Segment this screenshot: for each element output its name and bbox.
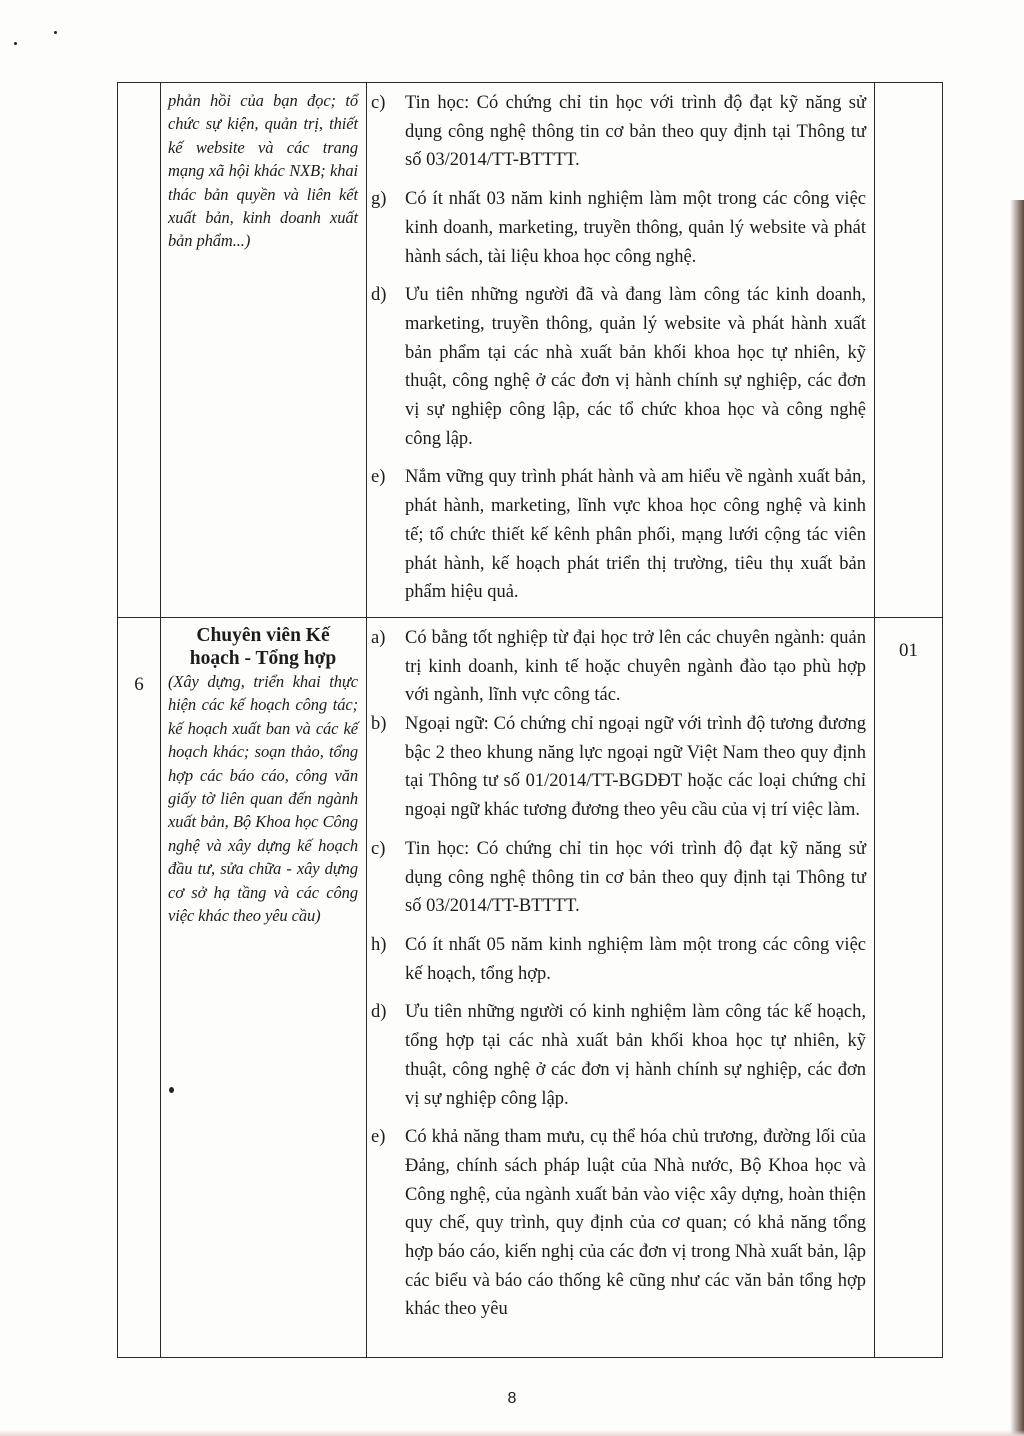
- position-cell: [161, 617, 367, 1357]
- count-value: [875, 83, 942, 105]
- requirement-item: [367, 710, 866, 825]
- scan-speck: [54, 31, 57, 34]
- position-cell: [161, 83, 367, 618]
- requirement-item: [367, 624, 866, 710]
- page-number: 8: [507, 1390, 517, 1407]
- requirement-item: [367, 89, 866, 175]
- requirement-item: [367, 931, 866, 988]
- requirement-marker: e): [371, 1127, 386, 1148]
- count-cell: [875, 83, 943, 618]
- requirement-text: Có ít nhất 03 năm kinh nghiệm làm một trong các công việc kinh doanh, marketing, truyền thông, quản lý website và phát hành sách, tài liệu khoa học công nghệ.: [405, 189, 866, 267]
- table-row: [118, 617, 943, 1357]
- page-bottom-edge: [0, 1430, 1024, 1436]
- requirement-item: [367, 463, 866, 607]
- scan-speck: [14, 42, 17, 45]
- scan-mark: [169, 1087, 174, 1093]
- requirement-marker: c): [371, 93, 386, 113]
- requirement-marker: a): [371, 627, 386, 648]
- stt-cell: [118, 617, 161, 1357]
- requirements-cell: [367, 617, 875, 1357]
- requirement-marker: h): [371, 934, 387, 955]
- position-description: phản hồi của bạn đọc; tổ chức sự kiện, quản trị, thiết kế website và các trang mạng xã hội khác NXB; khai thác bản quyền và liên kết xuất bản, kinh doanh xuất bản phẩm...): [168, 91, 358, 251]
- requirement-marker: g): [371, 189, 387, 210]
- requirement-marker: c): [371, 838, 386, 859]
- requirement-text: Tin học: Có chứng chỉ tin học với trình độ đạt kỹ năng sử dụng công nghệ thông tin cơ bản theo quy định tại Thông tư số 03/2014/TT-BTTTT.: [405, 838, 866, 917]
- recruitment-table: [117, 82, 943, 1358]
- requirement-text: Có bằng tốt nghiệp từ đại học trở lên các chuyên ngành: quản trị kinh doanh, kinh tế hoặc chuyên ngành đào tạo phù hợp với ngành, lĩnh vực công tác.: [405, 627, 866, 706]
- requirement-text: Tin học: Có chứng chỉ tin học với trình độ đạt kỹ năng sử dụng công nghệ thông tin cơ bản theo quy định tại Thông tư số 03/2014/TT-BTTTT.: [405, 93, 866, 171]
- position-description: (Xây dựng, triển khai thực hiện các kế hoạch công tác; kế hoạch xuất ban và các kế hoạch khác; soạn thảo, tổng hợp các báo cáo, công văn giấy tờ liên quan đến ngành xuất bản, Bộ Khoa học Công nghệ và xây dựng kế hoạch đầu tư, sửa chữa - xây dựng cơ sở hạ tầng và các công việc khác theo yêu cầu): [168, 671, 358, 926]
- count-value: 01: [899, 639, 918, 661]
- requirement-marker: d): [371, 1002, 387, 1023]
- requirements-cell: [367, 83, 875, 618]
- requirement-marker: b): [371, 714, 387, 735]
- requirement-text: Nắm vững quy trình phát hành và am hiểu về ngành xuất bản, phát hành, marketing, lĩnh vực khoa học công nghệ và kinh tế; tổ chức thiết kế kênh phân phối, mạng lưới cộng tác viên phát hành, kế hoạch phát triển thị trường, tiêu thụ xuất bản phẩm hiệu quả.: [405, 467, 866, 603]
- requirement-text: Có ít nhất 05 năm kinh nghiệm làm một trong các công việc kế hoạch, tổng hợp.: [405, 934, 866, 984]
- requirement-item: [367, 185, 866, 271]
- table-row: [118, 83, 943, 618]
- requirement-text: Ngoại ngữ: Có chứng chỉ ngoại ngữ với trình độ tương đương bậc 2 theo khung năng lực ngoại ngữ Việt Nam theo quy định tại Thông tư số 01/2014/TT-BGDĐT hoặc các loại chứng chỉ ngoại ngữ khác tương đương theo yêu cầu của vị trí việc làm.: [405, 714, 866, 821]
- stt-cell: [118, 83, 161, 618]
- stt-value: 6: [134, 673, 144, 695]
- requirement-marker: d): [371, 285, 387, 306]
- requirement-text: Ưu tiên những người đã và đang làm công tác kinh doanh, marketing, truyền thông, quản lý website và phát hành xuất bản phẩm tại các nhà xuất bản khối khoa học tự nhiên, kỹ thuật, công nghệ ở các đơn vị hành chính sự nghiệp, các đơn vị sự nghiệp công lập, các tổ chức khoa học và công nghệ công lập.: [405, 285, 866, 449]
- requirement-item: [367, 1123, 866, 1324]
- page-edge-shadow: [1010, 200, 1024, 1436]
- requirement-item: [367, 998, 866, 1113]
- position-title: Chuyên viên Kế hoạch - Tổng hợp: [189, 624, 337, 669]
- requirement-item: [367, 281, 866, 453]
- requirement-text: Ưu tiên những người có kinh nghiệm làm công tác kế hoạch, tổng hợp tại các nhà xuất bản khối khoa học tự nhiên, kỹ thuật, công nghệ ở các đơn vị hành chính sự nghiệp, các đơn vị sự nghiệp công lập.: [405, 1002, 866, 1109]
- requirement-text: Có khả năng tham mưu, cụ thể hóa chủ trương, đường lối của Đảng, chính sách pháp luật của Nhà nước, Bộ Khoa học và Công nghệ, của ngành xuất bản vào việc xây dựng, hoàn thiện quy chế, quy trình, quy định của cơ quan; có khả năng tổng hợp báo cáo, kiến nghị của các đơn vị trong Nhà xuất bản, lập các biểu và báo cáo thống kê cũng như các văn bản tổng hợp khác theo yêu: [405, 1127, 866, 1320]
- requirement-marker: e): [371, 467, 386, 488]
- requirement-item: [367, 835, 866, 921]
- count-cell: [875, 617, 943, 1357]
